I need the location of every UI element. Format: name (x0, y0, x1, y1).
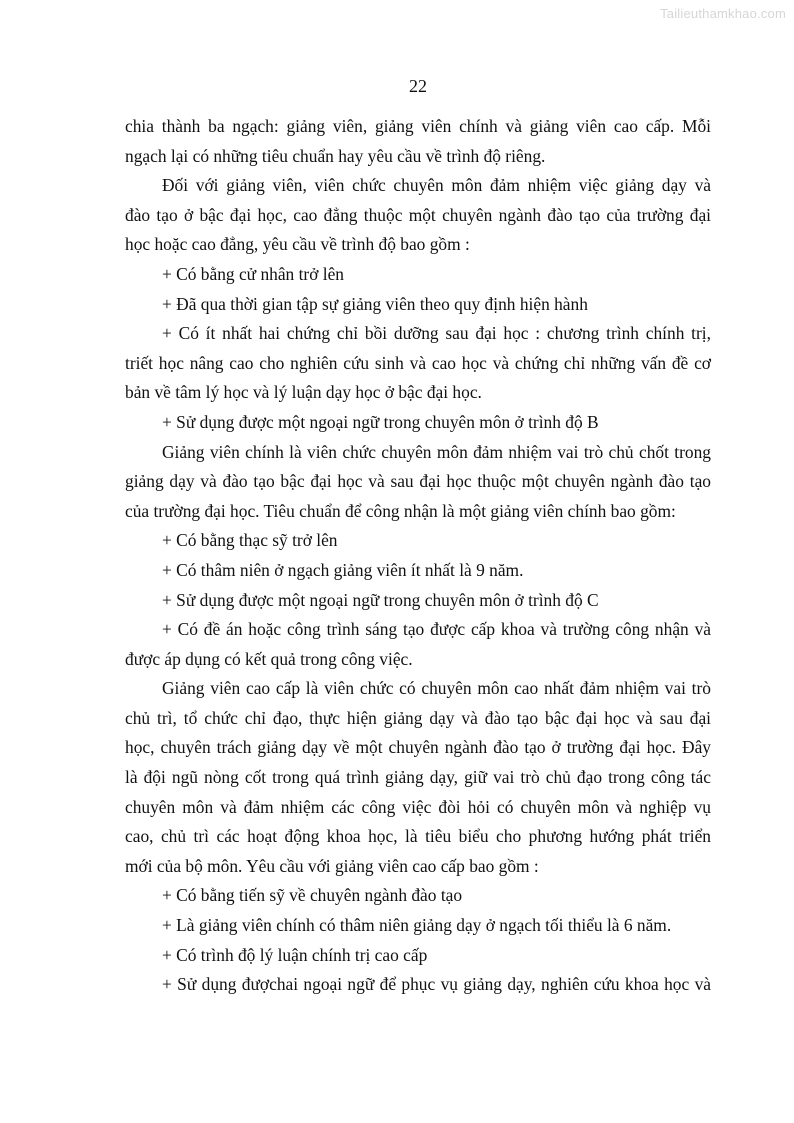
text-line: mới của bộ môn. Yêu cầu với giảng viên cao cấp bao gồm : (125, 855, 539, 876)
text-line: giảng dạy và đào tạo bậc đại học và sau đại học thuộc một chuyên ngành đào tạo (125, 471, 711, 492)
list-item: + Sử dụng được một ngoại ngữ trong chuyên môn ở trình độ C (162, 589, 599, 610)
list-item: + Có đề án hoặc công trình sáng tạo được cấp khoa và trường công nhận và (162, 619, 711, 640)
text-line: chuyên môn và đảm nhiệm các công việc đòi hỏi có chuyên môn và nghiệp vụ (125, 796, 711, 817)
text-line: được áp dụng có kết quả trong công việc. (125, 648, 413, 669)
text-line: chủ trì, tổ chức chỉ đạo, thực hiện giảng dạy và đào tạo bậc đại học và sau đại (125, 707, 711, 728)
watermark-text: Tailieuthamkhao.com (660, 6, 786, 21)
list-item: + Là giảng viên chính có thâm niên giảng dạy ở ngạch tối thiểu là 6 năm. (162, 915, 672, 936)
list-item: + Có ít nhất hai chứng chỉ bồi dưỡng sau đại học : chương trình chính trị, (162, 323, 711, 344)
list-item: + Có bằng thạc sỹ trở lên (162, 530, 338, 551)
list-item: + Có thâm niên ở ngạch giảng viên ít nhất là 9 năm. (162, 559, 524, 580)
list-item: + Sử dụng được một ngoại ngữ trong chuyên môn ở trình độ B (162, 411, 599, 432)
text-line: Giảng viên cao cấp là viên chức có chuyên môn cao nhất đảm nhiệm vai trò (162, 678, 711, 699)
list-item: + Có bằng cử nhân trở lên (162, 263, 345, 284)
text-line: là đội ngũ nòng cốt trong quá trình giảng dạy, giữ vai trò chủ đạo trong công tác (125, 767, 711, 788)
text-line: chia thành ba ngạch: giảng viên, giảng viên chính và giảng viên cao cấp. Mỗi (125, 116, 711, 136)
list-item: + Có trình độ lý luận chính trị cao cấp (162, 944, 428, 965)
text-line: đào tạo ở bậc đại học, cao đẳng thuộc một chuyên ngành đào tạo của trường đại (125, 204, 711, 225)
text-line: ngạch lại có những tiêu chuẩn hay yêu cầu về trình độ riêng. (125, 145, 546, 166)
list-item: + Đã qua thời gian tập sự giảng viên theo quy định hiện hành (162, 293, 588, 314)
document-body (125, 112, 711, 1000)
text-line: của trường đại học. Tiêu chuẩn để công nhận là một giảng viên chính bao gồm: (125, 500, 676, 521)
text-line: bản về tâm lý học và lý luận dạy học ở bậc đại học. (125, 382, 482, 403)
text-line: Đối với giảng viên, viên chức chuyên môn đảm nhiệm việc giảng dạy và (162, 175, 711, 196)
text-line: học hoặc cao đẳng, yêu cầu về trình độ bao gồm : (125, 234, 470, 255)
list-item: + Có bằng tiến sỹ về chuyên ngành đào tạo (162, 885, 463, 906)
page-number: 22 (409, 76, 427, 96)
text-line: học, chuyên trách giảng dạy về một chuyên ngành đào tạo ở trường đại học. Đây (125, 737, 711, 758)
text-line: Giảng viên chính là viên chức chuyên môn đảm nhiệm vai trò chủ chốt trong (162, 441, 711, 462)
list-item: + Sử dụng đượchai ngoại ngữ để phục vụ giảng dạy, nghiên cứu khoa học và (162, 974, 711, 995)
text-line: triết học nâng cao cho nghiên cứu sinh và cao học và chứng chỉ những vấn đề cơ (125, 352, 711, 373)
text-line: cao, chủ trì các hoạt động khoa học, là tiêu biểu cho phương hướng phát triển (125, 826, 711, 847)
